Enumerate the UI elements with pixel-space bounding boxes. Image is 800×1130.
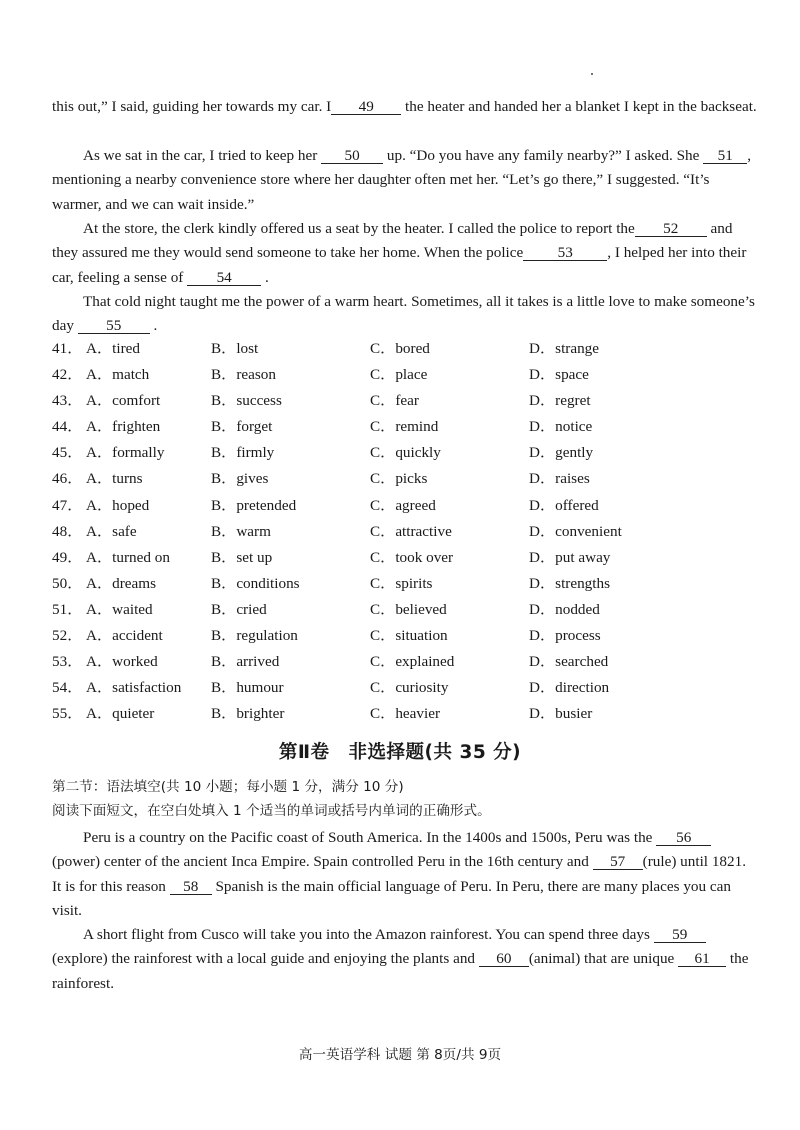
grammar-blank-61: 61 [678,951,726,967]
option-d: D．put away [529,548,611,566]
cloze-paragraph-2 [52,144,757,217]
option-d: D．direction [529,679,610,697]
question-number: 48． [52,522,83,540]
option-a: A．safe [86,522,137,540]
option-a: A．waited [86,600,153,618]
cloze-text: That cold night taught me the power of a warm heart. Sometimes, all it takes is a little love to make someone’s day [52,293,755,335]
option-b: B．pretended [211,496,297,514]
option-b: B．warm [211,522,271,540]
question-number: 55． [52,705,83,723]
option-c: C．explained [370,653,455,671]
cloze-text: . [149,317,158,335]
cloze-text: and they assured me they would send someone to take her home. When the police [52,220,733,262]
cloze-paragraph-1 [52,95,757,119]
option-b: B．reason [211,366,276,384]
option-a: A．quieter [86,705,155,723]
question-number: 43． [52,392,83,410]
option-c: C．believed [370,600,447,618]
option-row [52,600,757,626]
question-number: 50． [52,574,83,592]
grammar-text: A short flight from Cusco will take you into the Amazon rainforest. You can spend three days [83,926,654,943]
option-d: D．raises [529,470,590,488]
question-number: 54． [52,679,83,697]
option-b: B．arrived [211,653,280,671]
option-d: D．gently [529,444,594,462]
option-d: D．space [529,366,589,384]
grammar-text: the rainforest. [52,950,749,992]
cloze-paragraph-4 [52,290,757,339]
option-a: A．worked [86,653,158,671]
option-c: C．attractive [370,522,452,540]
cloze-text: As we sat in the car, I tried to keep her [83,147,322,164]
option-b: B．brighter [211,705,285,723]
cloze-text: , mentioning a nearby convenience store where her daughter often met her. “Let’s go there,” I suggested. “It’s warmer, and we can wait inside.” [52,147,751,213]
option-a: A．satisfaction [86,679,182,697]
option-c: C．took over [370,548,454,566]
option-c: C．situation [370,627,448,645]
option-a: A．frighten [86,418,161,436]
cloze-text: At the store, the clerk kindly offered us a seat by the heater. I called the police to report the [83,220,635,237]
option-c: C．fear [370,392,419,410]
grammar-paragraph-2 [52,923,757,996]
section-title: 第Ⅱ卷 非选择题(共 35 分) [278,742,522,763]
options-list [52,339,757,730]
question-number: 52． [52,627,83,645]
option-d: D．busier [529,705,593,723]
option-b: B．cried [211,600,267,618]
option-c: C．place [370,366,428,384]
option-a: A．dreams [86,574,157,592]
grammar-blank-57: 57 [593,854,643,870]
cloze-blank-52: 52 [635,221,707,237]
option-d: D．strengths [529,574,610,592]
grammar-blank-56: 56 [656,830,711,846]
grammar-paragraph-1 [52,826,757,924]
option-d: D．offered [529,496,599,514]
question-number: 46． [52,470,83,488]
option-row [52,704,757,730]
option-c: C．spirits [370,574,433,592]
option-row [52,417,757,443]
option-c: C．agreed [370,496,436,514]
option-c: C．quickly [370,444,441,462]
option-a: A．hoped [86,496,150,514]
question-number: 51． [52,600,83,618]
cloze-blank-54: 54 [187,270,261,286]
cloze-blank-49: 49 [331,99,401,115]
option-b: B．firmly [211,444,275,462]
grammar-text: Peru is a country on the Pacific coast of South America. In the 1400s and 1500s, Peru was the [83,829,657,846]
grammar-text: (animal) that are unique [528,950,679,968]
cloze-blank-55: 55 [78,318,150,334]
option-row [52,496,757,522]
option-row [52,522,757,548]
cloze-text: up. “Do you have any family nearby?” I asked. She [383,147,704,164]
option-b: B．humour [211,679,284,697]
grammar-text: (power) center of the ancient Inca Empire. Spain controlled Peru in the 16th century and [52,853,593,871]
option-row [52,391,757,417]
option-row [52,678,757,704]
question-number: 53． [52,653,83,671]
option-c: C．remind [370,418,439,436]
grammar-blank-59: 59 [654,927,706,943]
option-b: B．success [211,392,282,410]
option-b: B．conditions [211,574,300,592]
option-c: C．curiosity [370,679,449,697]
option-b: B．forget [211,418,273,436]
option-row [52,626,757,652]
page-footer: 高一英语学科 试题 第 8页/共 9页 [298,1047,502,1063]
option-c: C．bored [370,340,430,357]
cloze-text: , I helped her into their car, feeling a sense of [52,244,747,286]
question-number: 49． [52,548,83,566]
cloze-blank-51: 51 [703,148,747,164]
option-b: B．regulation [211,627,298,645]
grammar-text: (explore) the rainforest with a local guide and enjoying the plants and [52,950,479,968]
option-b: B．lost [211,340,259,357]
question-number: 42． [52,366,83,384]
question-number: 47． [52,496,83,514]
question-number: 41． [52,340,83,357]
option-d: D．regret [529,392,591,410]
option-a: A．turns [86,470,143,488]
section-subtitle: 第二节：语法填空(共 10 小题；每小题 1 分，满分 10 分) [52,779,404,795]
option-a: A．match [86,366,150,384]
option-row [52,443,757,469]
grammar-blank-58: 58 [170,879,212,895]
option-row [52,548,757,574]
option-c: C．heavier [370,705,441,723]
option-a: A．formally [86,444,165,462]
option-a: A．tired [86,340,140,357]
option-row [52,652,757,678]
option-row [52,365,757,391]
cloze-blank-53: 53 [523,245,607,261]
grammar-text: Spanish is the main official language of Peru. In Peru, there are many places you can visit. [52,877,731,920]
question-number: 45． [52,444,83,462]
option-a: A．accident [86,627,163,645]
cloze-text: this out,” I said, guiding her towards my car. I [52,98,332,115]
option-b: B．set up [211,548,273,566]
option-d: D．searched [529,653,609,671]
question-number: 44． [52,418,83,436]
option-a: A．comfort [86,392,161,410]
grammar-blank-60: 60 [479,951,529,967]
option-c: C．picks [370,470,428,488]
option-row [52,469,757,495]
option-d: D．convenient [529,522,622,540]
section-instruction: 阅读下面短文，在空白处填入 1 个适当的单词或括号内单词的正确形式。 [52,803,491,819]
option-d: D．strange [529,340,600,357]
cloze-text: the heater and handed her a blanket I kept in the backseat. [401,98,757,115]
scan-dot [591,73,593,75]
option-row [52,574,757,600]
grammar-text: (rule) until 1821. It is for this reason [52,853,746,895]
option-d: D．process [529,627,601,645]
option-row [52,339,757,365]
cloze-text: . [261,268,269,286]
cloze-blank-50: 50 [321,148,383,164]
option-d: D．nodded [529,600,600,618]
option-b: B．gives [211,470,269,488]
option-d: D．notice [529,418,593,436]
option-a: A．turned on [86,548,170,566]
cloze-paragraph-3 [52,217,757,290]
